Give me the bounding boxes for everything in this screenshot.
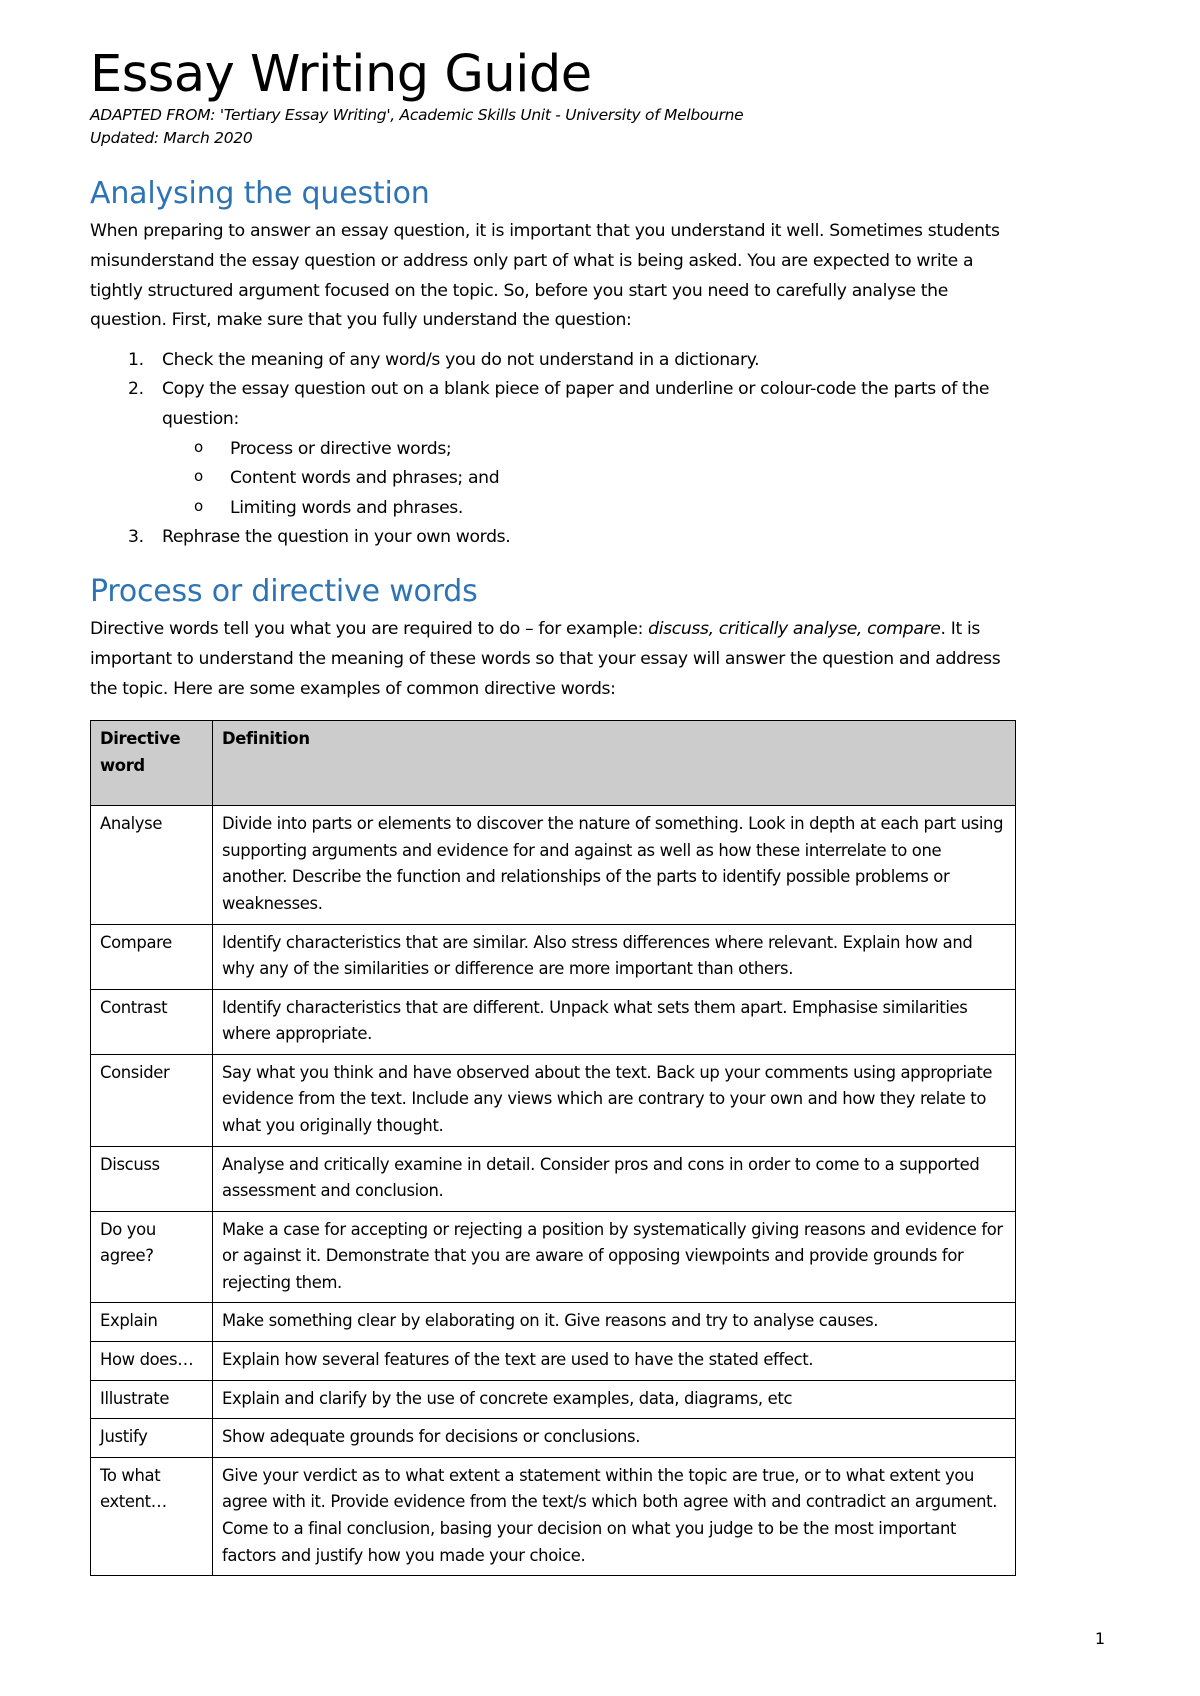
cell-definition: Make something clear by elaborating on it. Give reasons and try to analyse causes. bbox=[213, 1303, 1016, 1342]
table-row bbox=[91, 1342, 1016, 1381]
table-row bbox=[91, 1303, 1016, 1342]
cell-definition: Divide into parts or elements to discover the nature of something. Look in depth at each part using supporting arguments and evidence for and against as well as how these interrelate to one another. Describe the function and relationships of the parts to identify possible problems or weaknesses. bbox=[213, 806, 1016, 924]
adapted-from-line: ADAPTED FROM: 'Tertiary Essay Writing', Academic Skills Unit - University of Melbourne bbox=[90, 106, 744, 125]
analysing-sub-list bbox=[162, 435, 1015, 524]
list-item bbox=[90, 523, 1015, 553]
directive-intro-paragraph bbox=[90, 615, 1015, 704]
cell-definition: Explain and clarify by the use of concrete examples, data, diagrams, etc bbox=[213, 1380, 1016, 1419]
list-item-text: Limiting words and phrases. bbox=[230, 497, 464, 518]
directive-intro-emphasis: discuss, critically analyse, compare bbox=[648, 619, 941, 640]
list-marker: 2. bbox=[128, 379, 144, 400]
cell-directive-word: Compare bbox=[91, 924, 213, 989]
cell-definition: Identify characteristics that are different. Unpack what sets them apart. Emphasise similarities where appropriate. bbox=[213, 989, 1016, 1054]
updated-line: Updated: March 2020 bbox=[90, 128, 253, 147]
list-item bbox=[90, 346, 1015, 376]
cell-definition: Analyse and critically examine in detail. Consider pros and cons in order to come to a supported assessment and conclusion. bbox=[213, 1146, 1016, 1211]
page-content bbox=[90, 45, 1015, 1576]
list-marker: 1. bbox=[128, 349, 144, 370]
page-title: Essay Writing Guide bbox=[90, 45, 592, 104]
table-row bbox=[91, 1054, 1016, 1146]
cell-directive-word: How does… bbox=[91, 1342, 213, 1381]
column-header-directive-word: Directive word bbox=[91, 721, 213, 806]
cell-directive-word: Analyse bbox=[91, 806, 213, 924]
table-header-row bbox=[91, 721, 1016, 806]
table-row bbox=[91, 1419, 1016, 1458]
cell-directive-word: Contrast bbox=[91, 989, 213, 1054]
analysing-steps-list bbox=[90, 346, 1015, 553]
list-marker: o bbox=[194, 467, 203, 486]
analysing-intro-paragraph: When preparing to answer an essay question, it is important that you understand it well. Sometimes students misunderstand the essay question or address only part of what is being asked. You are expected to write a tightly structured argument focused on the topic. So, before you start you need to carefully analyse the question. First, make sure that you fully understand the question: bbox=[90, 221, 1000, 331]
cell-directive-word: Justify bbox=[91, 1419, 213, 1458]
list-item-text: Process or directive words; bbox=[230, 438, 452, 459]
list-item-text: Content words and phrases; and bbox=[230, 468, 500, 489]
cell-directive-word: Do you agree? bbox=[91, 1211, 213, 1303]
column-header-definition: Definition bbox=[213, 721, 1016, 806]
table-row bbox=[91, 989, 1016, 1054]
cell-directive-word: To what extent… bbox=[91, 1457, 213, 1575]
cell-directive-word: Explain bbox=[91, 1303, 213, 1342]
cell-definition: Identify characteristics that are similar. Also stress differences where relevant. Explain how and why any of the similarities or difference are more important than others. bbox=[213, 924, 1016, 989]
directive-intro-part1: Directive words tell you what you are required to do – for example: bbox=[90, 619, 649, 640]
table-row bbox=[91, 1457, 1016, 1575]
list-marker: 3. bbox=[128, 527, 144, 548]
cell-definition: Make a case for accepting or rejecting a position by systematically giving reasons and evidence for or against it. Demonstrate that you are aware of opposing viewpoints and provide grounds for rejecting them. bbox=[213, 1211, 1016, 1303]
table-row bbox=[91, 1380, 1016, 1419]
list-marker: o bbox=[194, 437, 203, 456]
cell-definition: Explain how several features of the text are used to have the stated effect. bbox=[213, 1342, 1016, 1381]
list-item-text: Rephrase the question in your own words. bbox=[162, 527, 511, 548]
directive-words-table bbox=[90, 720, 1016, 1576]
table-row bbox=[91, 924, 1016, 989]
heading-process-or-directive-words: Process or directive words bbox=[90, 573, 478, 609]
list-item-text: Copy the essay question out on a blank piece of paper and underline or colour-code the parts of the question: bbox=[162, 379, 990, 429]
table-row bbox=[91, 1211, 1016, 1303]
list-item-text: Check the meaning of any word/s you do not understand in a dictionary. bbox=[162, 349, 760, 370]
table-row bbox=[91, 1146, 1016, 1211]
cell-definition: Show adequate grounds for decisions or conclusions. bbox=[213, 1419, 1016, 1458]
list-item bbox=[162, 494, 1015, 524]
directive-intro-part2: . It is important to understand the meaning of these words so that your essay will answer the question and address the topic. Here are some examples of common directive words: bbox=[90, 619, 1001, 699]
cell-directive-word: Illustrate bbox=[91, 1380, 213, 1419]
list-item bbox=[162, 435, 1015, 465]
cell-directive-word: Consider bbox=[91, 1054, 213, 1146]
list-marker: o bbox=[194, 496, 203, 515]
cell-definition: Say what you think and have observed about the text. Back up your comments using appropriate evidence from the text. Include any views which are contrary to your own and how they relate to what you originally thought. bbox=[213, 1054, 1016, 1146]
heading-analysing-the-question: Analysing the question bbox=[90, 175, 430, 211]
list-item bbox=[162, 464, 1015, 494]
page-number: 1 bbox=[1094, 1629, 1105, 1648]
cell-definition: Give your verdict as to what extent a statement within the topic are true, or to what extent you agree with it. Provide evidence from the text/s which both agree with and contradict an argument. Come to a final conclusion, basing your decision on what you judge to be the most important factors and justify how you made your choice. bbox=[213, 1457, 1016, 1575]
cell-directive-word: Discuss bbox=[91, 1146, 213, 1211]
list-item bbox=[90, 375, 1015, 523]
table-row bbox=[91, 806, 1016, 924]
